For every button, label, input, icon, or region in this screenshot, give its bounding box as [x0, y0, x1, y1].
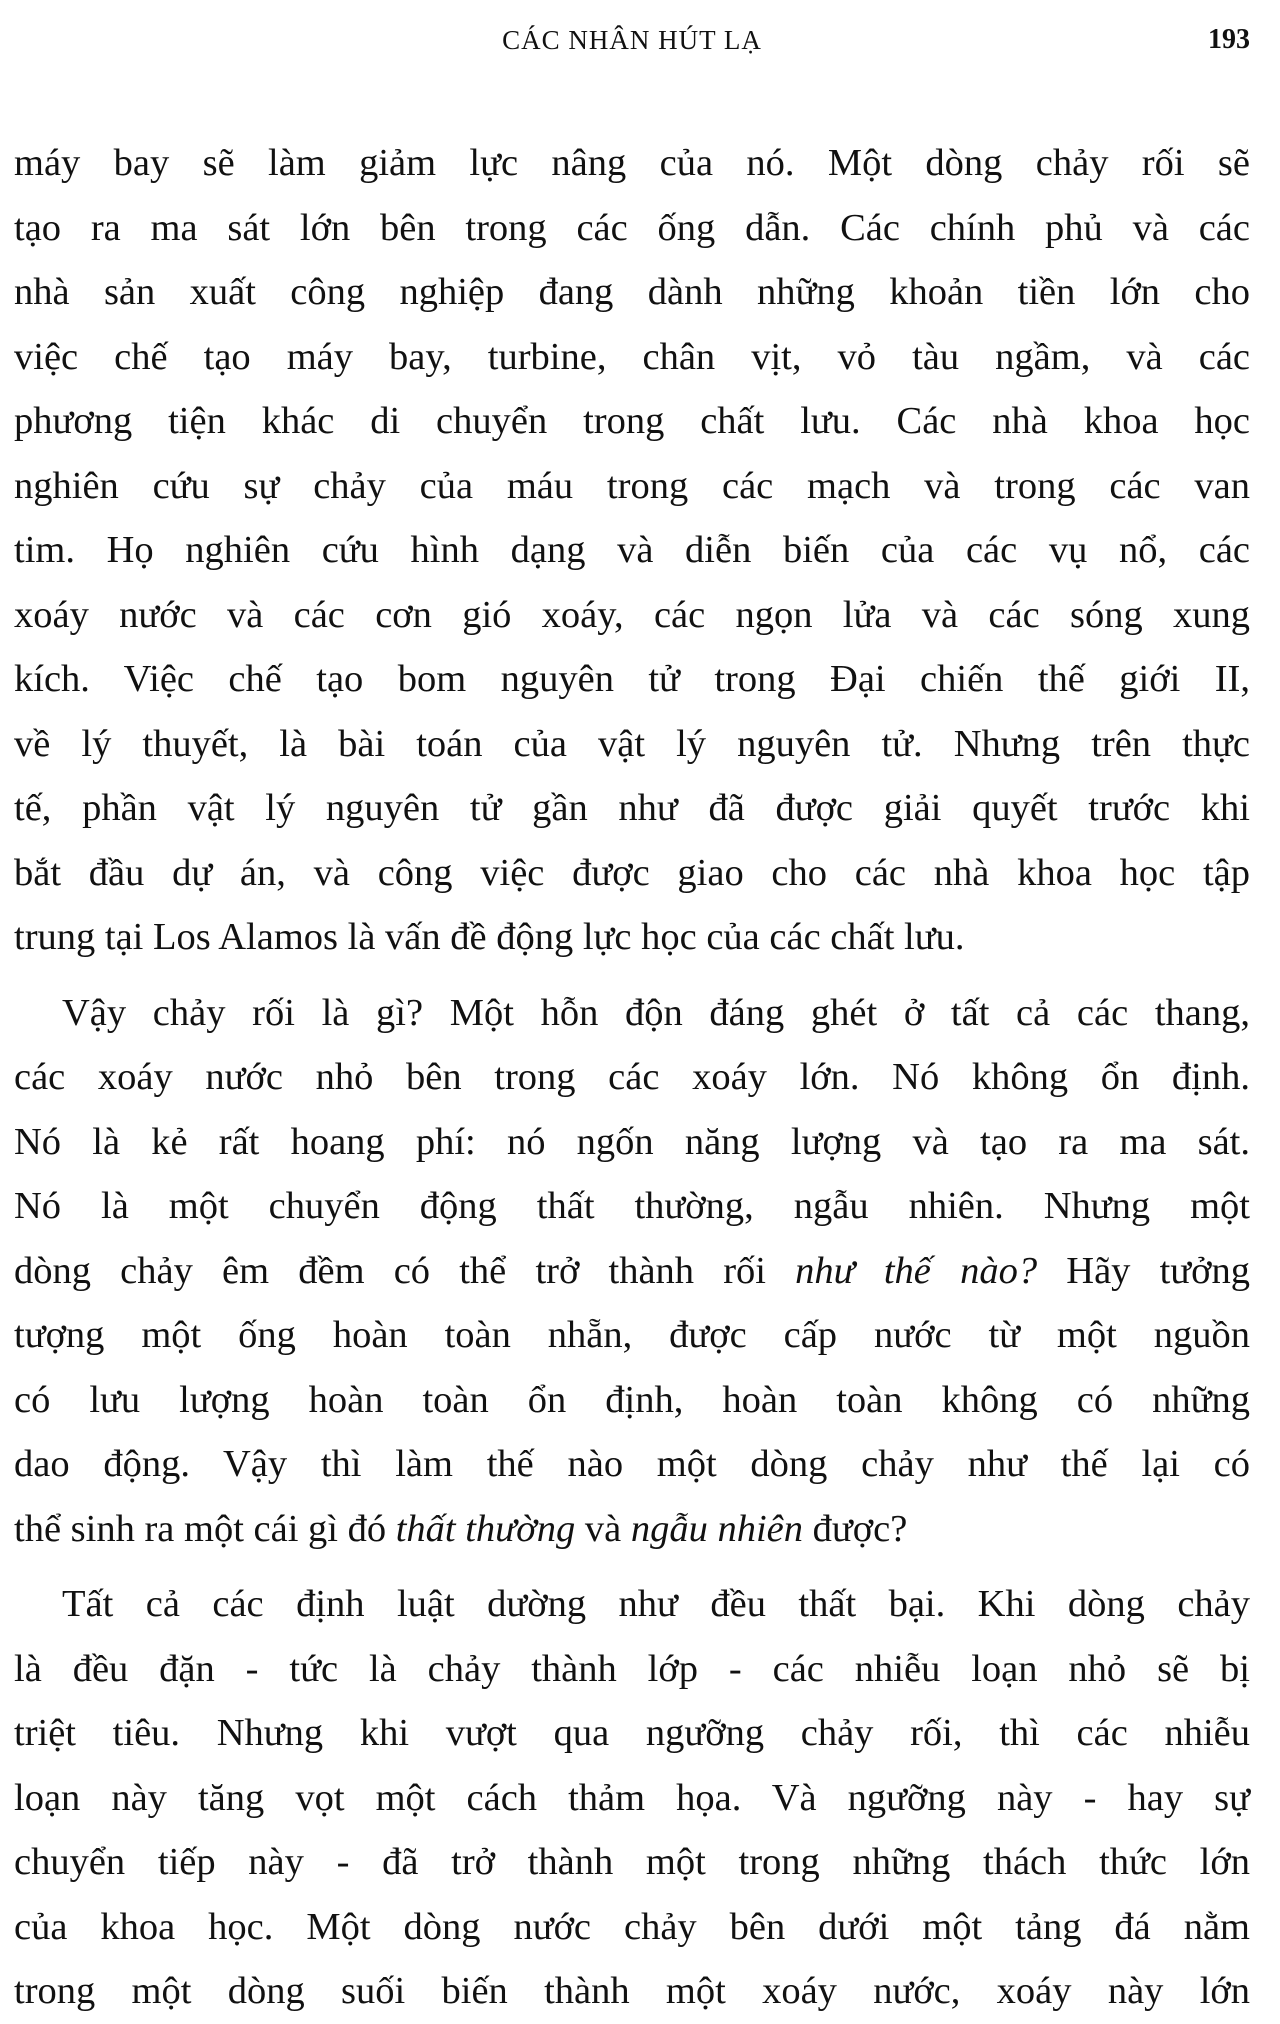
- text-line: phương tiện khác di chuyển trong chất lưu. Các nhà khoa học: [14, 400, 1250, 442]
- paragraph-1: [14, 131, 1250, 970]
- text-line: nghiên cứu sự chảy của máu trong các mạch và trong các van: [14, 464, 1250, 507]
- text-line: là đều đặn - tức là chảy thành lớp - các nhiễu loạn nhỏ sẽ bị: [14, 1647, 1250, 1690]
- text-segment: được?: [812, 1507, 908, 1550]
- text-line: về lý thuyết, là bài toán của vật lý nguyên tử. Nhưng trên thực: [14, 722, 1250, 765]
- text-line: chuyển tiếp này - đã trở thành một trong những thách thức lớn: [14, 1841, 1250, 1883]
- text-segment: và: [584, 1507, 622, 1550]
- text-segment: Hãy tưởng: [1066, 1249, 1251, 1292]
- text-line-mixed: [14, 1497, 1250, 1562]
- italic-phrase: ngẫu nhiên: [630, 1507, 803, 1550]
- text-segment: dòng chảy êm đềm có thể trở thành rối: [14, 1249, 766, 1292]
- text-line: triệt tiêu. Nhưng khi vượt qua ngưỡng chảy rối, thì các nhiễu: [14, 1712, 1250, 1754]
- text-line: trung tại Los Alamos là vấn đề động lực học của các chất lưu.: [14, 916, 965, 958]
- text-line: bắt đầu dự án, và công việc được giao cho các nhà khoa học tập: [14, 851, 1250, 894]
- text-line: các xoáy nước nhỏ bên trong các xoáy lớn. Nó không ổn định.: [14, 1056, 1250, 1098]
- text-line: xoáy nước và các cơn gió xoáy, các ngọn lửa và các sóng xung: [14, 593, 1250, 636]
- text-line: Vậy chảy rối là gì? Một hỗn độn đáng ghét ở tất cả các thang,: [62, 991, 1250, 1034]
- text-line: có lưu lượng hoàn toàn ổn định, hoàn toàn không có những: [14, 1378, 1250, 1421]
- body-text: [14, 131, 1250, 2024]
- text-line: tạo ra ma sát lớn bên trong các ống dẫn. Các chính phủ và các: [14, 206, 1250, 249]
- text-line: máy bay sẽ làm giảm lực nâng của nó. Một dòng chảy rối sẽ: [14, 142, 1250, 184]
- text-line: của khoa học. Một dòng nước chảy bên dưới một tảng đá nằm: [14, 1905, 1250, 1948]
- text-line: trong một dòng suối biến thành một xoáy nước, xoáy này lớn: [14, 1970, 1250, 2012]
- text-line: tượng một ống hoàn toàn nhẵn, được cấp nước từ một nguồn: [14, 1314, 1250, 1356]
- text-line: Tất cả các định luật dường như đều thất bại. Khi dòng chảy: [62, 1583, 1250, 1625]
- italic-phrase: như thế nào?: [795, 1249, 1038, 1292]
- text-line: kích. Việc chế tạo bom nguyên tử trong Đại chiến thế giới II,: [14, 658, 1250, 700]
- text-line: việc chế tạo máy bay, turbine, chân vịt, vỏ tàu ngầm, và các: [14, 335, 1250, 378]
- running-head: [14, 20, 1250, 60]
- text-line-mixed: [14, 1239, 1250, 1304]
- text-line: nhà sản xuất công nghiệp đang dành những khoản tiền lớn cho: [14, 271, 1250, 313]
- paragraph-2: [14, 981, 1250, 1562]
- text-line: dao động. Vậy thì làm thế nào một dòng chảy như thế lại có: [14, 1443, 1250, 1485]
- text-line: loạn này tăng vọt một cách thảm họa. Và ngưỡng này - hay sự: [14, 1776, 1250, 1819]
- running-title: CÁC NHÂN HÚT LẠ: [502, 25, 762, 55]
- page-number: 193: [1208, 24, 1250, 55]
- text-line: Nó là một chuyển động thất thường, ngẫu nhiên. Nhưng một: [14, 1185, 1250, 1227]
- text-line: tế, phần vật lý nguyên tử gần như đã được giải quyết trước khi: [14, 787, 1250, 829]
- text-segment: thể sinh ra một cái gì đó: [14, 1507, 387, 1550]
- text-line: Nó là kẻ rất hoang phí: nó ngốn năng lượng và tạo ra ma sát.: [14, 1120, 1250, 1163]
- italic-phrase: thất thường: [395, 1507, 576, 1550]
- text-line: tim. Họ nghiên cứu hình dạng và diễn biến của các vụ nổ, các: [14, 529, 1250, 571]
- paragraph-3: [14, 1572, 1250, 2024]
